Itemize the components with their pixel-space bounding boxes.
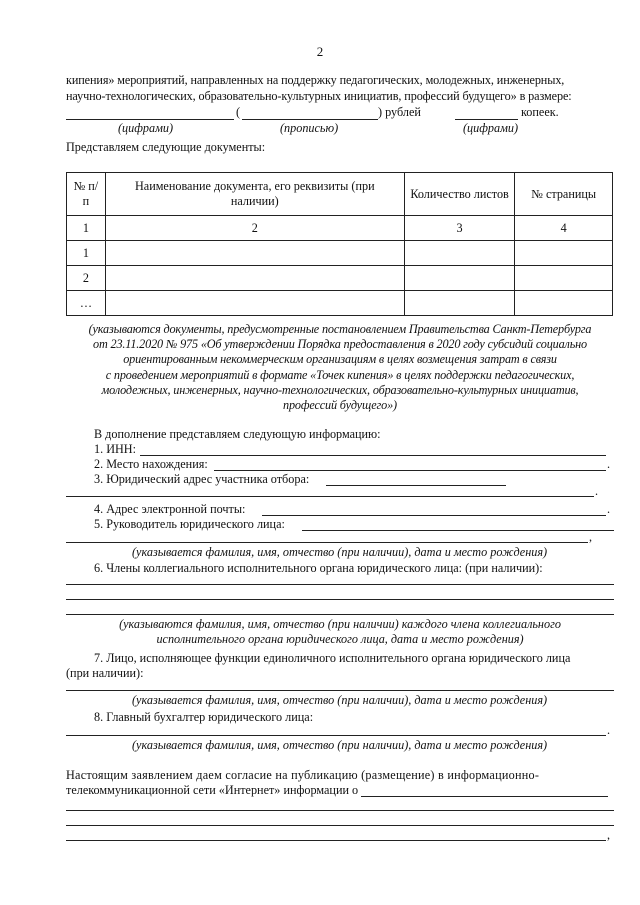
sole-exec-field[interactable]	[66, 690, 614, 691]
table-cell: …	[67, 291, 106, 316]
email-label: 4. Адрес электронной почты:	[94, 502, 248, 517]
legal-address-field[interactable]	[326, 485, 506, 486]
head-field-cont[interactable]	[66, 542, 588, 543]
table-cell[interactable]	[404, 266, 515, 291]
legal-address-label: 3. Юридический адрес участника отбора:	[94, 472, 312, 487]
table-cell: 2	[105, 216, 404, 241]
table-note: (указываются документы, предусмотренные постановлением Правительства Санкт-Петербурга от 23.11.2020 № 975 «Об утверждении Порядка предоставления в 2020 году субсидий социально ориентированным некоммерческим организациям в целях возмещения затрат в связи с проведением мероприятий в формате «Точек кипения» в целях поддержки педагогических, молодежных, инженерных, научно-технологических, образовательно-культурных инициатив, профессий будущего»)	[88, 322, 592, 413]
table-cell: 1	[67, 216, 106, 241]
consent-field-4[interactable]	[66, 840, 606, 841]
accountant-label: 8. Главный бухгалтер юридического лица:	[94, 710, 314, 724]
header-number: № п/п	[67, 173, 106, 216]
sole-exec-hint: (указывается фамилия, имя, отчество (при наличии), дата и место рождения)	[132, 693, 548, 707]
board-field-2[interactable]	[66, 599, 614, 600]
table-cell: 1	[67, 241, 106, 266]
consent-field-3[interactable]	[66, 825, 614, 826]
location-field[interactable]	[214, 470, 606, 471]
board-label: 6. Члены коллегиального исполнительного органа юридического лица: (при наличии):	[94, 561, 543, 575]
table-cell: 4	[515, 216, 613, 241]
board-hint: (указываются фамилия, имя, отчество (при наличии) каждого члена коллегиального исполнительного органа юридического лица, дата и место рождения)	[119, 617, 561, 646]
page-number: 2	[316, 44, 324, 59]
amount-paren-open: (	[236, 105, 241, 119]
table-header-row	[67, 173, 613, 216]
accountant-field[interactable]	[66, 735, 606, 736]
documents-table	[66, 172, 613, 316]
info-intro: В дополнение представляем следующую информацию:	[94, 427, 381, 441]
amount-words-field[interactable]	[242, 119, 378, 120]
table-cell[interactable]	[515, 241, 613, 266]
kopecks-label: копеек.	[521, 105, 559, 119]
header-doc-name: Наименование документа, его реквизиты (при наличии)	[105, 173, 404, 216]
table-row	[67, 266, 613, 291]
table-cell: 2	[67, 266, 106, 291]
table-cell[interactable]	[105, 266, 404, 291]
head-label: 5. Руководитель юридического лица:	[94, 517, 288, 532]
header-sheet-count: Количество листов	[404, 173, 515, 216]
email-field[interactable]	[262, 515, 606, 516]
table-cell: 3	[404, 216, 515, 241]
table-cell[interactable]	[404, 291, 515, 316]
docs-intro: Представляем следующие документы:	[66, 140, 266, 154]
table-cell[interactable]	[105, 241, 404, 266]
board-field-1[interactable]	[66, 584, 614, 585]
legal-address-field-cont[interactable]	[66, 496, 594, 497]
board-field-3[interactable]	[66, 614, 614, 615]
intro-line-1: кипения» мероприятий, направленных на поддержку педагогических, молодежных, инженерных,	[66, 73, 565, 87]
location-label: 2. Место нахождения:	[94, 457, 211, 472]
hint-digits-2: (цифрами)	[463, 121, 519, 135]
table-cell[interactable]	[515, 266, 613, 291]
table-row	[67, 241, 613, 266]
head-hint: (указывается фамилия, имя, отчество (при наличии), дата и место рождения)	[132, 545, 548, 559]
hint-words: (прописью)	[280, 121, 339, 135]
amount-digits-field[interactable]	[66, 119, 234, 120]
inn-field[interactable]	[140, 455, 606, 456]
table-row	[67, 291, 613, 316]
head-field[interactable]	[302, 530, 614, 531]
accountant-hint: (указывается фамилия, имя, отчество (при наличии), дата и место рождения)	[132, 738, 548, 752]
consent-field-1[interactable]	[350, 796, 608, 797]
sole-exec-label: 7. Лицо, исполняющее функции единоличного исполнительного органа юридического лица	[94, 651, 571, 665]
inn-label: 1. ИНН:	[94, 442, 139, 457]
consent-line-1: Настоящим заявлением даем согласие на публикацию (размещение) в информационно-	[66, 768, 540, 782]
table-row	[67, 216, 613, 241]
sole-exec-label-2: (при наличии):	[66, 666, 144, 680]
kopecks-field[interactable]	[455, 119, 518, 120]
intro-line-2: научно-технологических, образовательно-культурных инициатив, профессий будущего» в размере:	[66, 89, 572, 103]
consent-line-2: телекоммуникационной сети «Интернет» информации о	[66, 783, 361, 798]
table-cell[interactable]	[105, 291, 404, 316]
table-cell[interactable]	[404, 241, 515, 266]
header-page-number: № страницы	[515, 173, 613, 216]
table-cell[interactable]	[515, 291, 613, 316]
rubles-label: ) рублей	[378, 105, 421, 119]
consent-field-2[interactable]	[66, 810, 614, 811]
hint-digits: (цифрами)	[118, 121, 174, 135]
